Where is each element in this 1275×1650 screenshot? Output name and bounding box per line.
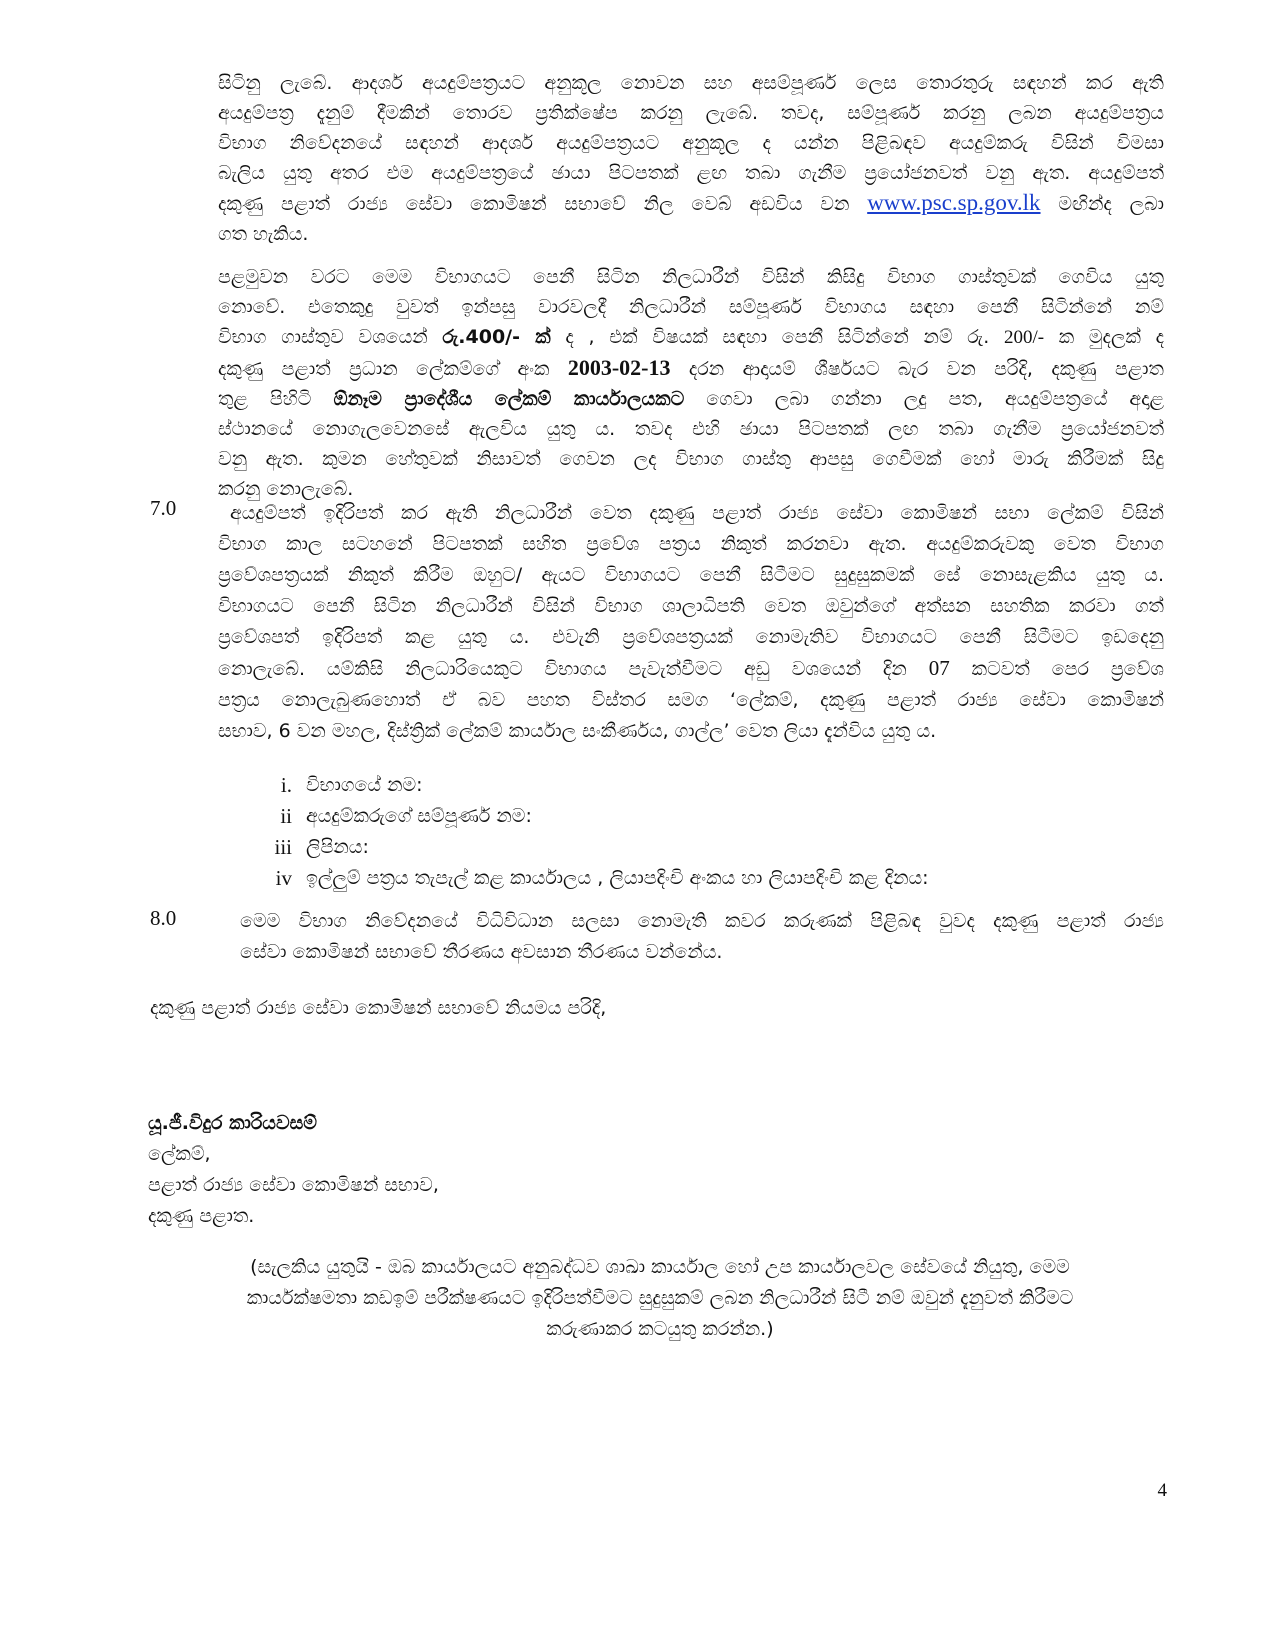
list-item-text: ඉල්ලුම් පත්‍රය තැපැල් කළ කාර්යාලය , ලියාපදිංචි අංකය හා ලියාපදිංචි කළ දිනය: [306,867,929,889]
paragraph-application-form [218,68,1164,249]
signatory-province: දකුණු පළාත. [148,1205,255,1227]
text-line: සිටිනු ලැබේ. ආදර්ශ අයදුම්පත්‍රයට අනුකූල නොවන සහ අසම්පූර්ණ ලෙස තොරතුරු සඳහන් කර ඇති [218,72,1164,94]
list-item [250,770,929,801]
note-line: කාර්යක්ෂමතා කඩඉම් පරීක්ෂණයට ඉදිරිපත්වීමට සුදුසුකම් ලබන නිලධාරීන් සිටී නම් ඔවුන් දැනුවත් කිරීමට [246,1287,1074,1309]
list-item-number: ii [280,804,292,828]
text-line: වනු ඇත. කුමන හේතුවක් නිසාවත් ගෙවන ලද විභාග ගාස්තු ආපසු ගෙවීමක් හෝ මාරු කිරීමක් සිදු [218,448,1164,470]
text-line: ප්‍රවේශපත්‍රයක් නිකුත් කිරීම ඔහුට/ ඇයට විභාගයට පෙනී සිටීමට සුදුසුකමක් සේ නොසැළකිය යුතු ය. [218,564,1164,586]
list-item-number: iii [274,835,292,859]
note-paragraph [160,1252,1160,1345]
text-line: සේවා කොමිෂන් සභාවේ තීරණය අවසාන තීරණය වන්නේය. [240,941,723,963]
list-item [250,863,929,894]
text-line: විභාගයට පෙනී සිටින නිලධාරීන් විසින් විභාග ශාලාධිපති වෙත ඔවුන්ගේ අත්සන සහතික කරවා ගත් [218,595,1164,617]
text-line: පත්‍රය නොලැබුණහොත් ඒ බව පහත විස්තර සමග ‘ලේකම්, දකුණු පළාත් රාජ්‍ය සේවා කොමිෂන් [218,689,1164,711]
list-item-text: ලිපිනය: [306,836,369,858]
text-line: අයදුම්පත් ඉදිරිපත් කර ඇති නිලධාරීන් වෙත දකුණු පළාත් රාජ්‍ය සේවා කොමිෂන් සභා ලේකම් විසින් [230,502,1164,524]
text-segment: කටවත් පෙර ප්‍රවේශ [971,658,1164,680]
signatory-name: යූ.ජී.විදුර කාරියවසම් [148,1112,317,1134]
text-line: ගත හැකිය. [218,223,309,245]
signatory-organization: පළාත් රාජ්‍ය සේවා කොමිෂන් සභාව, [148,1174,439,1196]
text-segment: දකුණු පළාත් ප්‍රධාන ලේකම්ගේ අංක [218,358,550,380]
text-line [218,188,1164,219]
text-line: නොවේ. එතෙකුදු වුවත් ඉන්පසු වාරවලදී නිලධාරීන් සම්පූර්ණ විභාගය සඳහා පෙනී සිටින්නේ නම් [218,296,1164,318]
list-item-number: iv [275,866,292,890]
list-item-text: අයදුම්කරුගේ සම්පූර්ණ නම: [306,805,532,827]
text-segment: නොලැබේ. යම්කිසි නිලධාරියෙකුට විභාගය පැවැත්වීමට අඩු වශයෙන් දින [218,658,907,680]
text-line: මෙම විභාග නිවේදනයේ විධිවිධාන සලසා නොමැති කවර කරුණක් පිළිබඳ වුවද දකුණු පළාත් රාජ්‍ය [240,910,1164,932]
list-item-number: i. [280,773,292,797]
closing-line: දකුණු පළාත් රාජ්‍ය සේවා කොමිෂන් සභාවේ නියමය පරිදි, [150,997,607,1019]
text-line: කරනු නොලැබේ. [218,478,354,500]
text-line: විභාග නිවේදනයේ සඳහන් ආදර්ශ අයදුම්පත්‍රයට අනුකූල ද යන්න පිළිබඳව අයදුම්කරු විසින් විමසා [218,132,1164,154]
text-line [218,653,1164,685]
revenue-head-number: 2003-02-13 [567,355,671,380]
list-item [250,832,929,863]
text-line: අයදුම්පත්‍ර දැනුම් දීමකින් තොරව ප්‍රතික්ෂේප කරනු ලැබේ. තවද, සම්පූර්ණ කරනු ලබන අයදුම්පත්‍රය [218,102,1164,124]
text-line: බැලිය යුතු අතර එම අයදුම්පත්‍රයේ ඡායා පිටපතක් ළඟ තබා ගැනීම ප්‍රයෝජනවත් වනු ඇත. අයදුම්පත් [218,162,1164,184]
text-segment: මඟින්ද ලබා [1058,193,1164,215]
list-item-text: විභාගයේ නම: [306,774,423,796]
text-segment: තුළ පිහිටි [218,388,312,410]
text-segment: ක මුදලක් ද [1058,326,1164,348]
text-line: සභාව, 6 වන මහල, දිස්ත්‍රික් ලේකම් කාර්යාල සංකීර්ණය, ගාල්ල’ වෙත ලියා දැන්විය යුතු ය. [218,720,937,742]
divisional-secretariat-text: ඕනෑම ප්‍රාදේශීය ලේකම් කාර්යාලයකට [333,388,685,410]
page-number: 4 [1157,1480,1167,1501]
section-number-7: 7.0 [150,496,177,520]
text-line [218,384,1164,414]
text-segment: ගෙවා ලබා ගන්නා ලදු පත, අයදුම්පත්‍රයේ අදාළ [706,388,1164,410]
subject-fee: 200/- [1003,327,1045,348]
list-item [250,801,929,832]
section-number-8: 8.0 [150,906,177,930]
paragraph-exam-fee [218,262,1164,504]
days-count: 07 [928,656,950,680]
fee-amount: රු.400/- ක් [442,326,551,348]
text-line [218,322,1164,353]
text-segment: දරන ආදායම් ශීර්ෂයට බැර වන පරිදි, දකුණු පළාත [688,358,1164,380]
signatory-title: ලේකම්, [148,1143,211,1165]
required-details-list [250,770,929,894]
text-segment: විභාග ගාස්තුව වශයෙන් [218,326,428,348]
text-segment: ද , එක් විෂයක් සඳහා පෙනී සිටින්නේ නම් රු. [565,326,990,348]
text-line [218,353,1164,384]
text-line: ප්‍රවේශපත් ඉදිරිපත් කළ යුතු ය. එවැනි ප්‍රවේශපත්‍රයක් නොමැතිව විභාගයට පෙනී සිටීමට ඉඩදෙනු [218,626,1164,648]
section-8-final-decision [240,906,1164,968]
section-7-admission-card [218,498,1164,747]
note-line: කරුණාකර කටයුතු කරන්න.) [546,1318,774,1340]
text-line: පළමුවන වරට මෙම විභාගයට පෙනී සිටින නිලධාරීන් විසින් කිසිදු විභාග ගාස්තුවක් ගෙවිය යුතු [218,266,1164,288]
text-segment: දකුණු පළාත් රාජ්‍ය සේවා කොමිෂන් සභාවේ නිල වෙබ් අඩවිය වන [218,193,850,215]
psc-website-link[interactable]: www.psc.sp.gov.lk [867,190,1041,215]
note-line: (සැලකිය යුතුයි - ඔබ කාර්යාලයට අනුබද්ධව ශාඛා කාර්යාල හෝ උප කාර්යාලවල සේවයේ නියුතු, මෙම [250,1256,1070,1278]
text-line: විභාග කාල සටහනේ පිටපතක් සහිත ප්‍රවේශ පත්‍රය නිකුත් කරනවා ඇත. අයදුම්කරුවකු වෙත විභාග [218,533,1164,555]
text-line: ස්ථානයේ නොගැලවෙනසේ ඇලවිය යුතු ය. තවද එහි ඡායා පිටපතක් ලඟ තබා ගැනීම ප්‍රයෝජනවත් [218,418,1164,440]
signature-block [148,1108,439,1232]
